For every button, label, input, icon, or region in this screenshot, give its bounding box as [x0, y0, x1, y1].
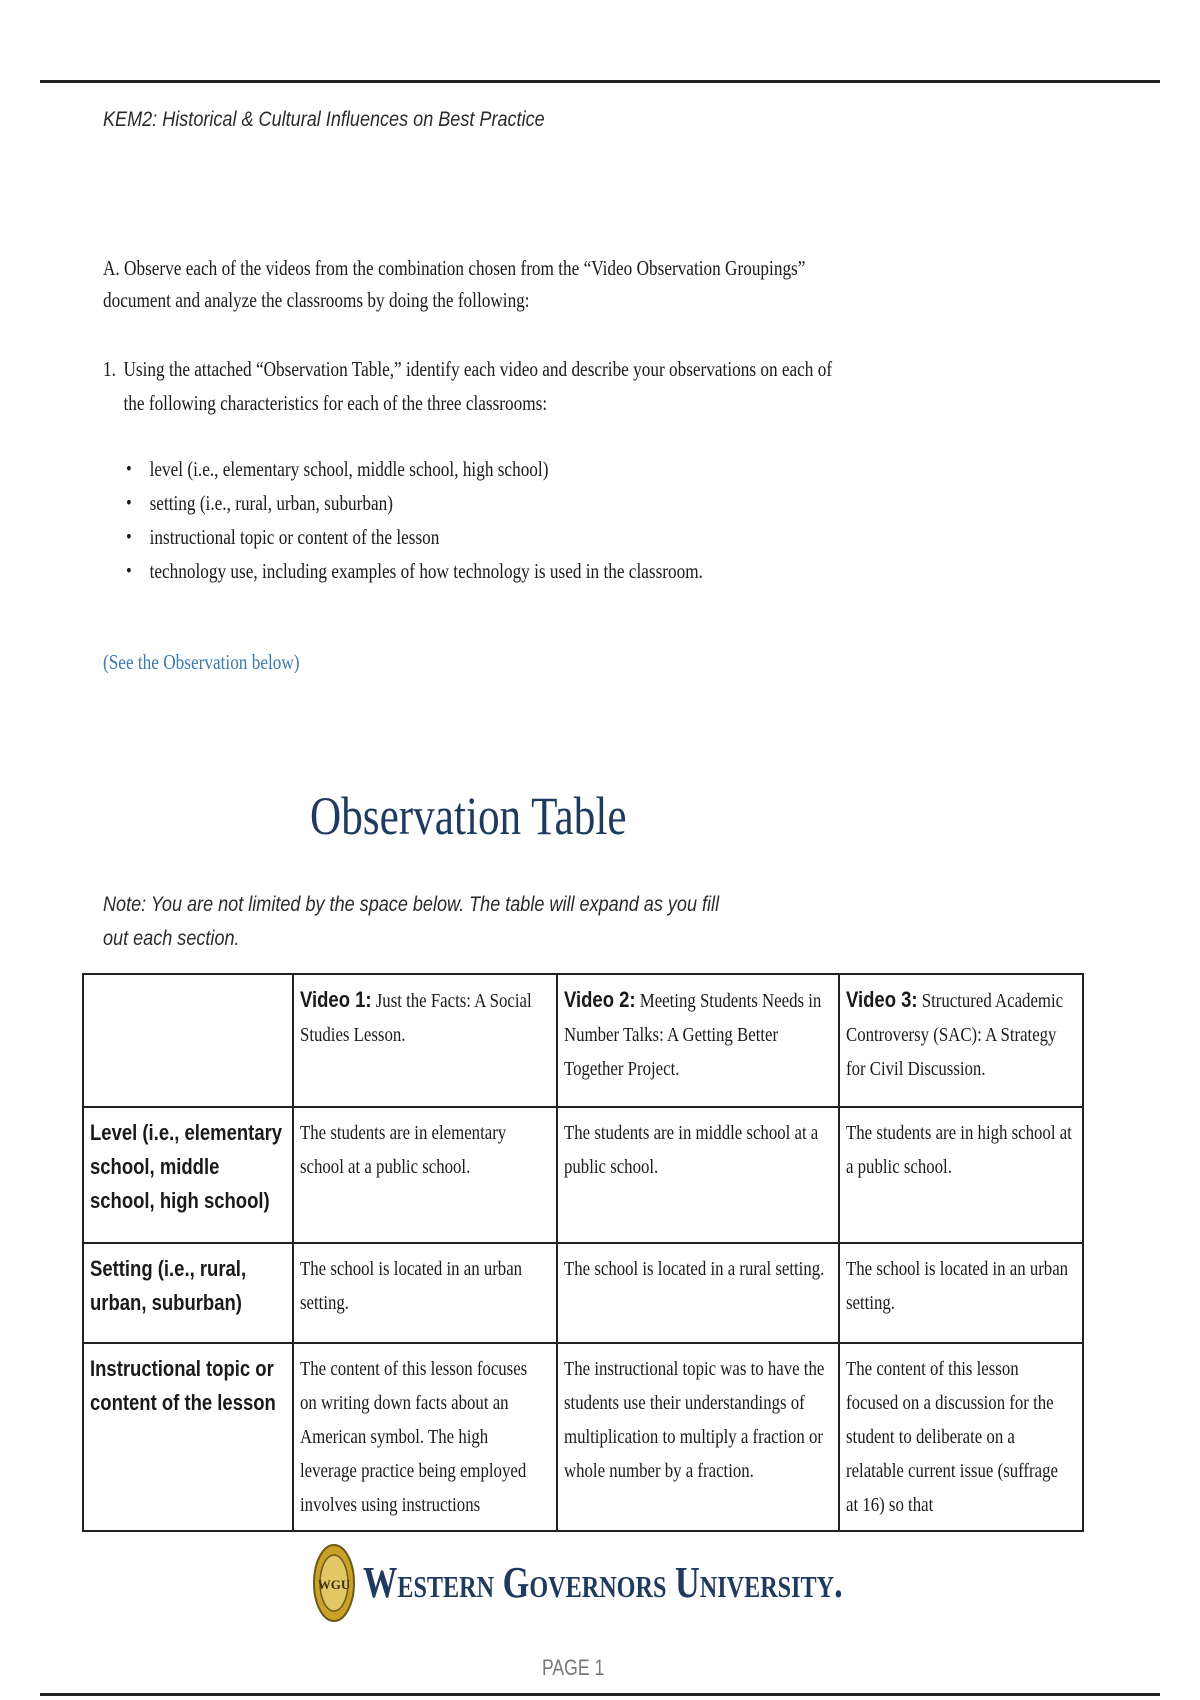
table-row — [83, 1343, 1083, 1531]
table-cell: The instructional topic was to have the students use their understandings of multiplication to multiply a fraction or whole number by a fraction. — [557, 1343, 839, 1531]
row-header-level: Level (i.e., elementary school, middle school, high school) — [83, 1107, 293, 1243]
table-header-row — [83, 974, 1083, 1107]
page-number: PAGE 1 — [542, 1655, 605, 1680]
table-cell: The school is located in an urban setting. — [839, 1243, 1083, 1343]
video-1-label: Video 1: — [300, 987, 372, 1012]
video-2-label: Video 2: — [564, 987, 636, 1012]
task-line-2: the following characteristics for each of the three classrooms: — [123, 391, 548, 415]
video-1-title: Just the Facts: A Social Studies Lesson. — [300, 990, 532, 1046]
table-note: Note: You are not limited by the space below. The table will expand as you fill out each section. — [103, 893, 720, 950]
video-2-title: Meeting Students Needs in Number Talks: A Getting Better Together Project. — [564, 990, 822, 1080]
list-item: • level (i.e., elementary school, middle school, high school) — [125, 452, 703, 486]
university-name: Western Governors University. — [363, 1558, 843, 1607]
table-cell: The students are in elementary school at a public school. — [293, 1107, 557, 1243]
row-header-instructional-topic: Instructional topic or content of the lesson — [83, 1343, 293, 1531]
row-header-setting: Setting (i.e., rural, urban, suburban) — [83, 1243, 293, 1343]
table-title: Observation Table — [310, 786, 627, 846]
table-cell: The content of this lesson focuses on writing down facts about an American symbol. The high leverage practice being employed involves using instructions — [293, 1343, 557, 1531]
observation-table — [82, 973, 1084, 1532]
intro-line-2: document and analyze the classrooms by doing the following: — [103, 288, 530, 312]
document-header: KEM2: Historical & Cultural Influences on Best Practice — [103, 108, 545, 131]
intro-line-1: A. Observe each of the videos from the combination chosen from the “Video Observation Groupings” — [103, 256, 806, 280]
list-item: • instructional topic or content of the lesson — [125, 520, 703, 554]
table-cell: The students are in middle school at a public school. — [557, 1107, 839, 1243]
table-cell: The school is located in an urban setting. — [293, 1243, 557, 1343]
table-cell: The students are in high school at a public school. — [839, 1107, 1083, 1243]
column-header-video-1 — [293, 974, 557, 1107]
column-header-video-3 — [839, 974, 1083, 1107]
characteristics-list — [125, 452, 703, 588]
task-number: 1. — [103, 357, 116, 381]
empty-header-cell — [83, 974, 293, 1107]
intro-paragraph — [103, 252, 805, 316]
table-row — [83, 1243, 1083, 1343]
table-cell: The content of this lesson focused on a discussion for the student to deliberate on a relatable current issue (suffrage at 16) so that — [839, 1343, 1083, 1531]
see-observation-link[interactable]: (See the Observation below) — [103, 650, 300, 674]
list-item: • setting (i.e., rural, urban, suburban) — [125, 486, 703, 520]
university-seal-icon — [313, 1543, 355, 1623]
video-3-label: Video 3: — [846, 987, 918, 1012]
university-logo — [313, 1543, 843, 1623]
bottom-rule — [40, 1693, 1160, 1696]
column-header-video-2 — [557, 974, 839, 1107]
list-item: • technology use, including examples of how technology is used in the classroom. — [125, 554, 703, 588]
svg-text:WGU: WGU — [317, 1577, 351, 1592]
table-cell: The school is located in a rural setting. — [557, 1243, 839, 1343]
task-line-1: Using the attached “Observation Table,” identify each video and describe your observations on each of — [123, 357, 833, 381]
table-row — [83, 1107, 1083, 1243]
top-rule — [40, 80, 1160, 83]
video-3-title: Structured Academic Controversy (SAC): A Strategy for Civil Discussion. — [846, 990, 1064, 1080]
